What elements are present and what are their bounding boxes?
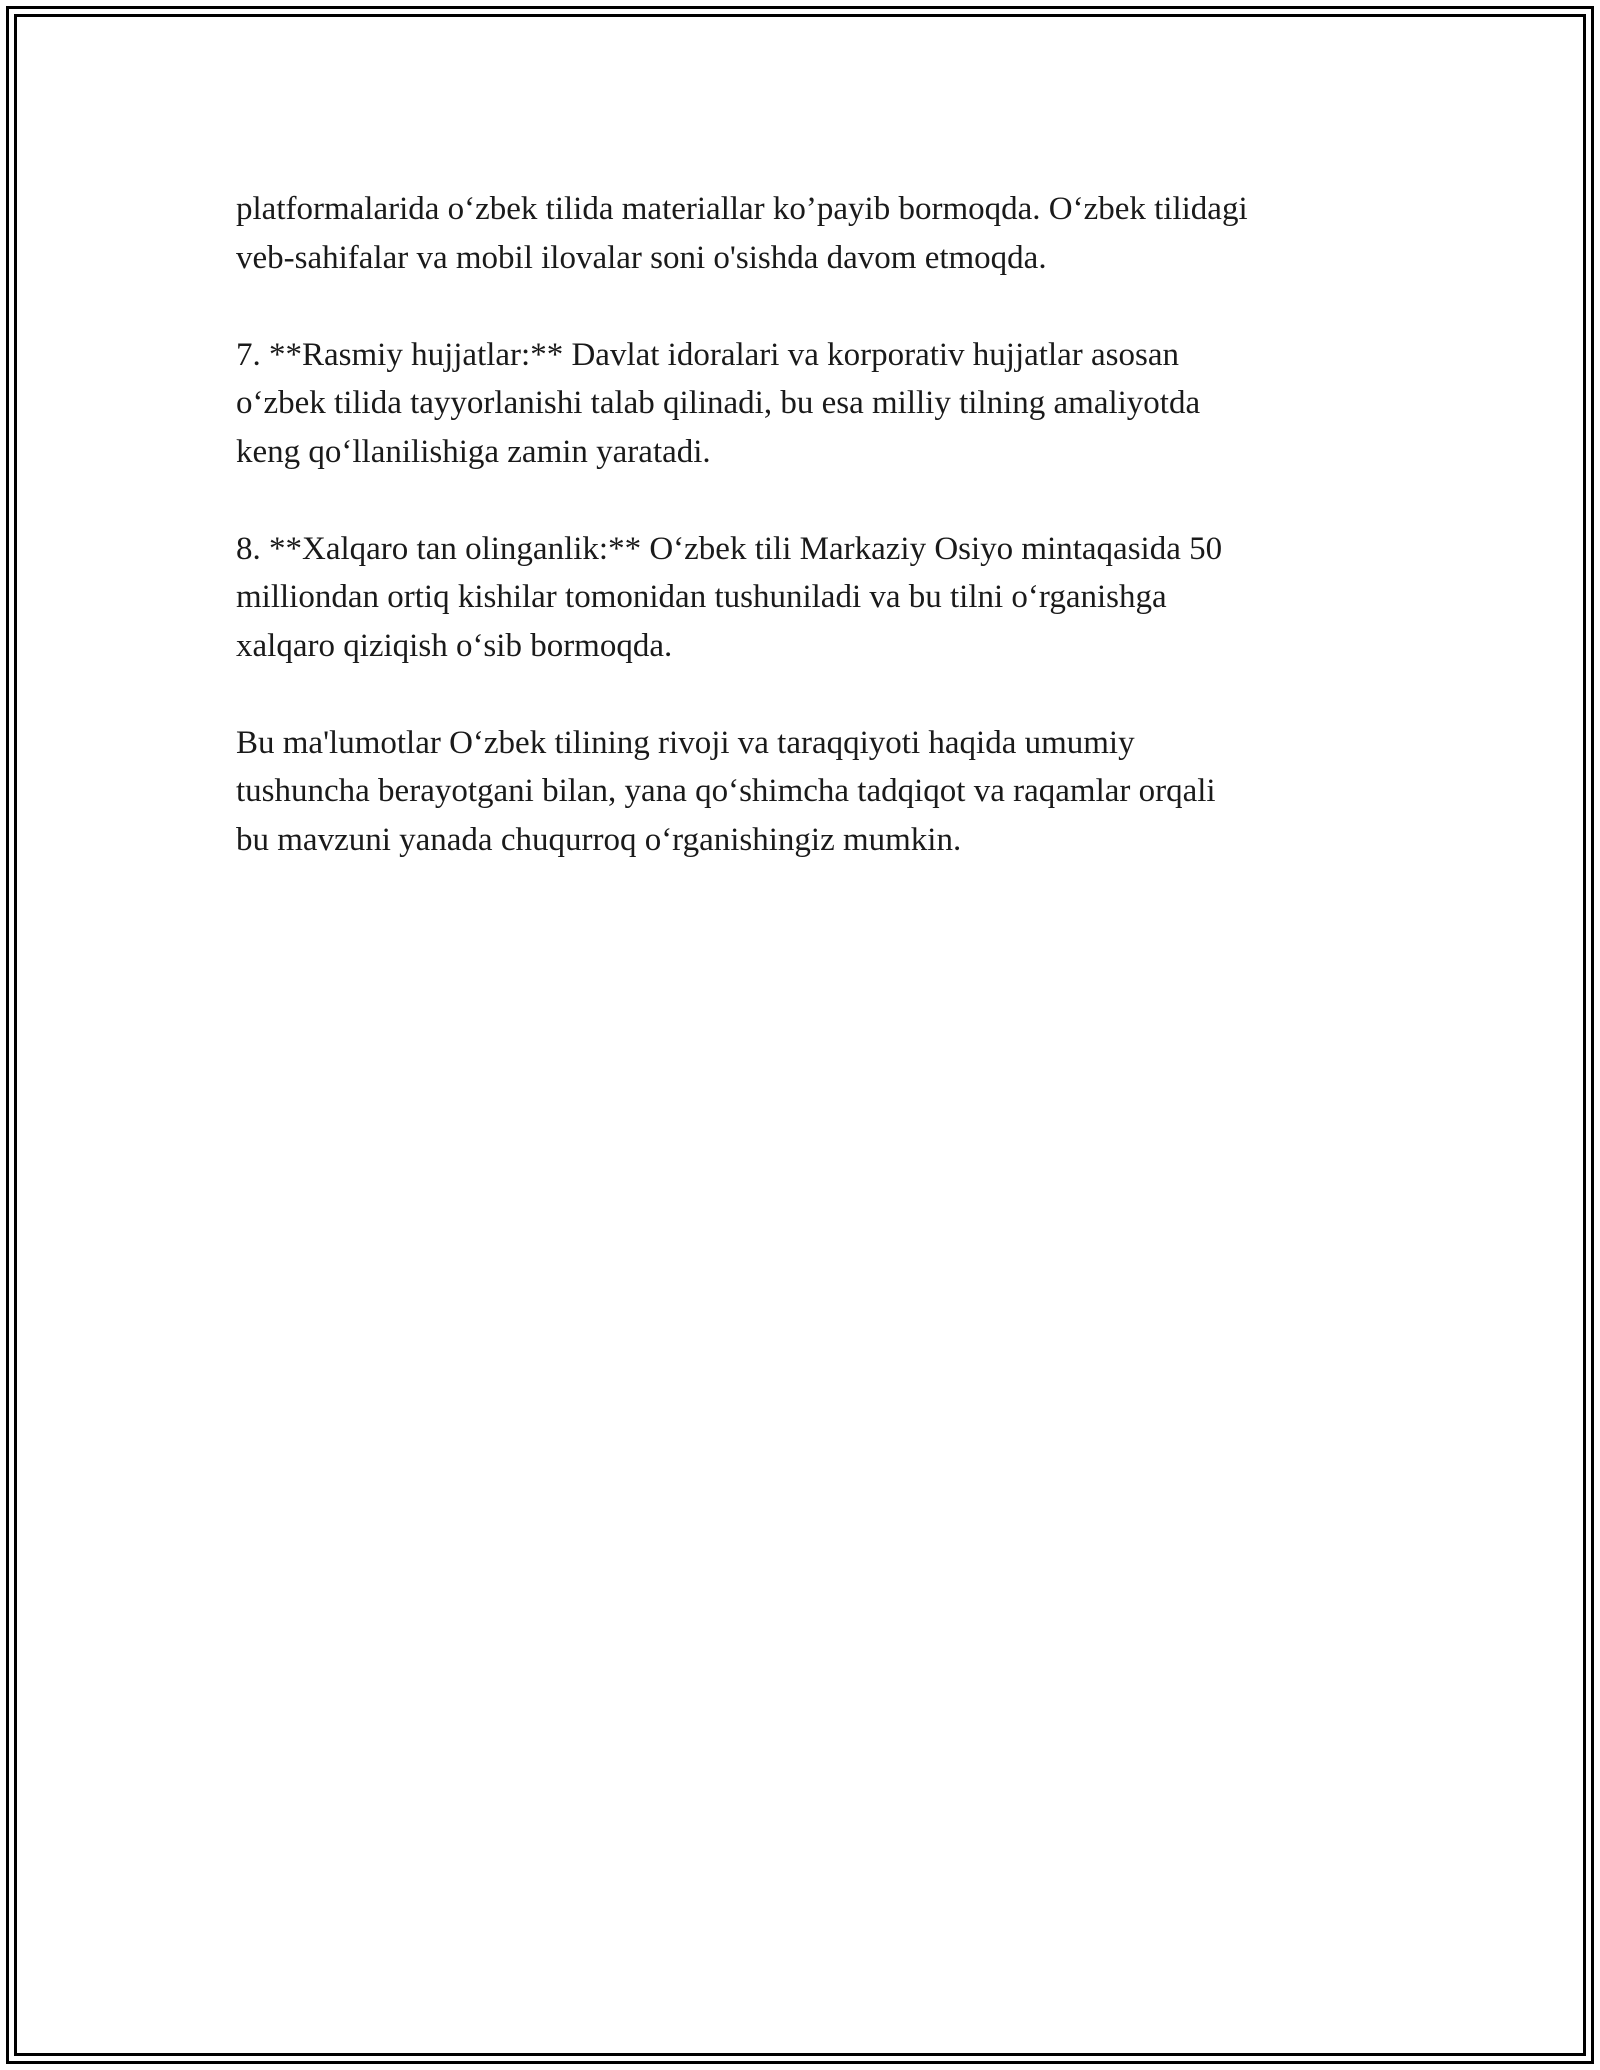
paragraph-continuation [236,185,1386,282]
text-line: keng qo‘llanilishiga zamin yaratadi. [236,433,711,470]
paragraph-conclusion [236,719,1386,865]
text-line: platformalarida o‘zbek tilida materiallar ko’payib bormoqda. O‘zbek tilidagi [236,191,1248,227]
text-line: milliondan ortiq kishilar tomonidan tushuniladi va bu tilni o‘rganishga [236,579,1167,615]
text-line: veb-sahifalar va mobil ilovalar soni o'sishda davom etmoqda. [236,239,1047,276]
paragraph-item-7 [236,331,1386,477]
paragraph-item-8 [236,525,1386,671]
text-line: o‘zbek tilida tayyorlanishi talab qilinadi, bu esa milliy tilning amaliyotda [236,385,1201,421]
document-body [236,185,1386,913]
text-line: 7. **Rasmiy hujjatlar:** Davlat idoralari va korporativ hujjatlar asosan [236,336,1179,373]
text-line: xalqaro qiziqish o‘sib bormoqda. [236,627,673,664]
text-line: Bu ma'lumotlar O‘zbek tilining rivoji va taraqqiyoti haqida umumiy [236,724,1135,761]
text-line: tushuncha berayotgani bilan, yana qo‘shimcha tadqiqot va raqamlar orqali [236,773,1216,809]
text-line: bu mavzuni yanada chuqurroq o‘rganishingiz mumkin. [236,821,962,858]
text-line: 8. **Xalqaro tan olinganlik:** O‘zbek tili Markaziy Osiyo mintaqasida 50 [236,530,1223,567]
